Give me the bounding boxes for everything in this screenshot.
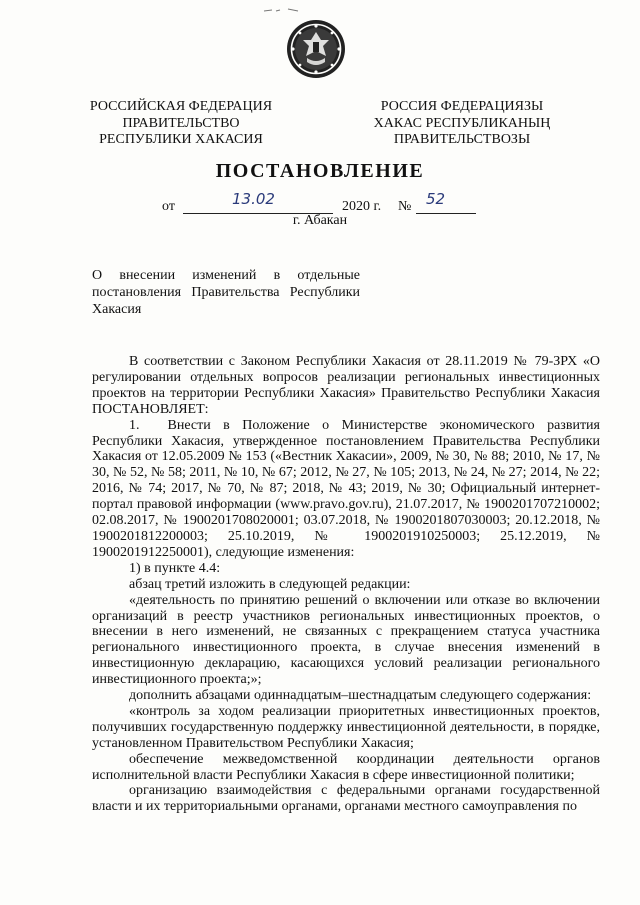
date-prefix: от	[162, 199, 175, 214]
body-paragraph-item-1: 1. Внести в Положение о Министерстве экономического развития Республики Хакасия, утвержденное постановлением Правительства Республики Хакасия от 12.05.2009 № 153 («Вестник Хакасии», 2009, № 30, № 88; 2010, № 17, № 30, № 52, № 58; 2011, № 10, № 67; 2012, № 27, № 105; 2013, № 24, № 27; 2014, № 22; 2016, № 74; 2017, № 70, № 87; 2018, № 43; 2019, № 30; Официальный интернет-портал правовой информации (www.pravo.gov.ru), 21.07.2017, № 1900201707210002; 02.08.2017, № 1900201708020001; 03.07.2018, № 1900201807030003; 20.12.2018, № 1900201812200003; 25.10.2019, № 1900201910250003; 25.12.2019, № 1900201912250001), следующие изменения:	[92, 417, 600, 560]
city-line: г. Абакан	[292, 213, 348, 228]
header-left-line-3: РЕСПУБЛИКИ ХАКАСИЯ	[99, 132, 263, 147]
subject-text: О внесении изменений в отдельные постановления Правительства Республики Хакасия	[92, 268, 360, 317]
date-year: 2020 г.	[342, 199, 382, 214]
number-handwritten: 52	[426, 190, 446, 208]
body-paragraph-quote: «деятельность по принятию решений о включении или отказе во включении организаций в реестр участников региональных инвестиционных проектов, о внесении в него изменений, не связанных с прекращением статуса участника регионального инвестиционного проекта, в случае внесения изменений в инвестиционную декларацию, касающихся условий реализации регионального инвестиционного проекта;»;	[92, 592, 600, 688]
header-right-line-2: ХАКАС РЕСПУБЛИКАНЫҢ	[373, 115, 551, 131]
document-subject	[92, 267, 360, 318]
number-label: №	[398, 199, 412, 214]
body-paragraph: организацию взаимодействия с федеральными органами государственной власти и их территориальными органами, органами местного самоуправления по	[92, 783, 600, 815]
scan-mark	[262, 7, 302, 13]
body-paragraph-subitem: 1) в пункте 4.4:	[129, 560, 221, 576]
header-right-block	[362, 99, 562, 149]
body-paragraph: дополнить абзацами одиннадцатым–шестнадцатым следующего содержания:	[129, 688, 592, 704]
number-underline	[416, 199, 476, 214]
header-left-block	[82, 99, 280, 149]
header-left-line-1: РОССИЙСКАЯ ФЕДЕРАЦИЯ	[89, 99, 273, 114]
body-paragraph-quote: «контроль за ходом реализации приоритетных инвестиционных проектов, получивших государственную поддержку инвестиционной деятельности, в порядке, установленном Правительством Республики Хакасия;	[92, 703, 600, 751]
body-paragraph: абзац третий изложить в следующей редакции:	[129, 576, 411, 592]
header-right-line-1: РОССИЯ ФЕДЕРАЦИЯЗЫ	[380, 99, 544, 114]
body-paragraph-preamble: В соответствии с Законом Республики Хакасия от 28.11.2019 № 79-ЗРХ «О регулировании отдельных вопросов реализации региональных инвестиционных проектов на территории Республики Хакасия» Правительство Республики Хакасия ПОСТАНОВЛЯЕТ:	[92, 354, 600, 417]
document-body	[92, 354, 600, 815]
header-right-line-3: ПРАВИТЕЛЬСТВОЗЫ	[393, 132, 531, 147]
date-handwritten: 13.02	[232, 190, 275, 208]
document-type-title: ПОСТАНОВЛЕНИЕ	[215, 160, 425, 182]
header-left-line-2: ПРАВИТЕЛЬСТВО	[122, 115, 240, 131]
body-paragraph: обеспечение межведомственной координации деятельности органов исполнительной власти Республики Хакасия в сфере инвестиционной политики;	[92, 751, 600, 783]
coat-of-arms-emblem	[285, 18, 347, 80]
